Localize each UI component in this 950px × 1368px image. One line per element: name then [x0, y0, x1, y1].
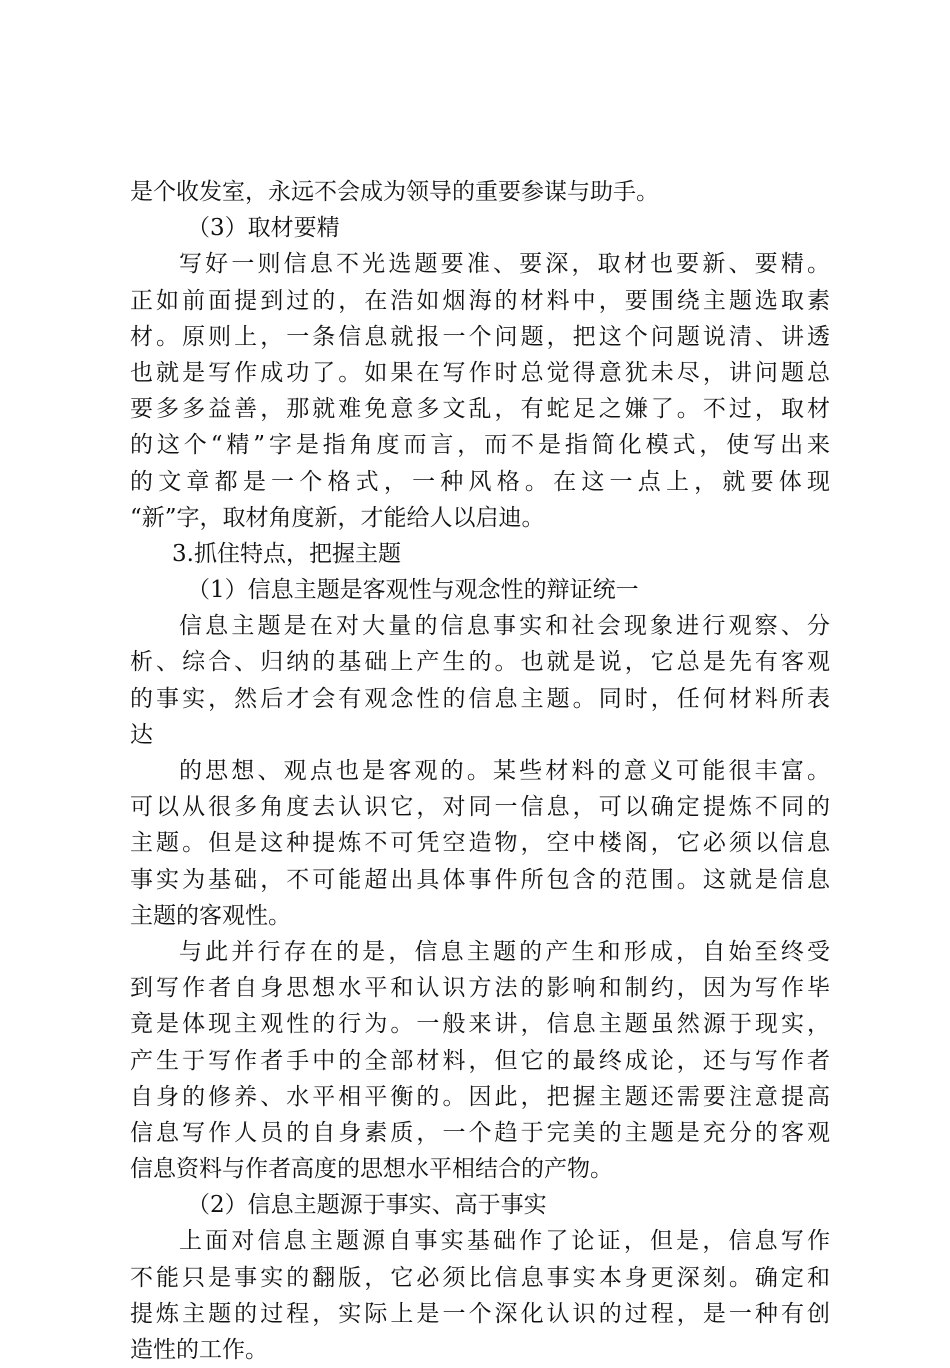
- text-line: 产生于写作者手中的全部材料，但它的最终成论，还与写作者: [130, 1047, 830, 1074]
- text-line: 正如前面提到过的，在浩如烟海的材料中，要围绕主题选取素: [130, 287, 830, 314]
- text-line: 事实为基础，不可能超出具体事件所包含的范围。这就是信息: [130, 866, 830, 893]
- text-line: 提炼主题的过程，实际上是一个深化认识的过程，是一种有创: [130, 1300, 830, 1327]
- text-line: 竟是体现主观性的行为。一般来讲，信息主题虽然源于现实，: [130, 1011, 830, 1038]
- text-line: 信息资料与作者高度的思想水平相结合的产物。: [130, 1156, 613, 1183]
- text-line: 的这个“精”字是指角度而言，而不是指简化模式，使写出来: [130, 432, 830, 459]
- document-body: [130, 174, 830, 1368]
- text-line: 自身的修养、水平相平衡的。因此，把握主题还需要注意提高: [130, 1083, 830, 1110]
- text-line: 主题。但是这种提炼不可凭空造物，空中楼阁，它必须以信息: [130, 830, 830, 857]
- text-line: 上面对信息主题源自事实基础作了论证，但是，信息写作: [179, 1228, 830, 1255]
- subsection-heading: （2）信息主题源于事实、高于事实: [187, 1192, 547, 1219]
- text-line: 信息主题是在对大量的信息事实和社会现象进行观察、分: [179, 613, 830, 640]
- text-line: 的事实，然后才会有观念性的信息主题。同时，任何材料所表: [130, 685, 830, 712]
- text-line: 主题的客观性。: [130, 902, 291, 929]
- text-line: 到写作者自身思想水平和认识方法的影响和制约，因为写作毕: [130, 975, 830, 1002]
- text-line: （3）取材要精: [187, 215, 340, 242]
- text-line: 与此并行存在的是，信息主题的产生和形成，自始至终受: [179, 938, 830, 965]
- text-line: 要多多益善，那就难免意多文乱，有蛇足之嫌了。不过，取材: [130, 396, 830, 423]
- text-line: 的思想、观点也是客观的。某些材料的意义可能很丰富。: [179, 758, 830, 784]
- text-line: 可以从很多角度去认识它，对同一信息，可以确定提炼不同的: [130, 794, 830, 821]
- text-line: 析、综合、归纳的基础上产生的。也就是说，它总是先有客观: [130, 649, 830, 676]
- section-heading: 3.抓住特点，把握主题: [172, 540, 401, 567]
- text-line: “新”字，取材角度新，才能给人以启迪。: [130, 504, 545, 531]
- text-line: 不能只是事实的翻版，它必须比信息事实本身更深刻。确定和: [130, 1264, 830, 1291]
- text-line: 写好一则信息不光选题要准、要深，取材也要新、要精。: [179, 251, 830, 278]
- text-line: 材。原则上，一条信息就报一个问题，把这个问题说清、讲透: [130, 323, 830, 350]
- text-line: 的文章都是一个格式，一种风格。在这一点上，就要体现: [130, 468, 830, 495]
- text-line: 是个收发室，永远不会成为领导的重要参谋与助手。: [130, 179, 659, 205]
- text-line: 造性的工作。: [130, 1337, 268, 1363]
- text-line: 也就是写作成功了。如果在写作时总觉得意犹未尽，讲问题总: [130, 359, 830, 386]
- text-line: 信息写作人员的自身素质，一个趋于完美的主题是充分的客观: [130, 1119, 830, 1146]
- subsection-heading: （1）信息主题是客观性与观念性的辩证统一: [187, 577, 639, 604]
- text-line: 达: [130, 721, 153, 748]
